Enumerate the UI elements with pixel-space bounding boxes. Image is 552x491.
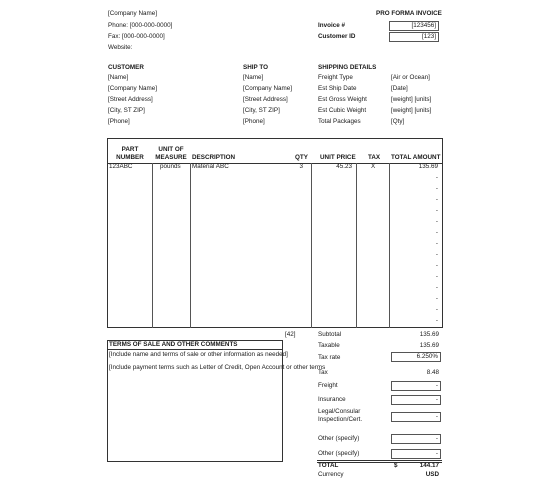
- customer-id-field[interactable]: [123]: [389, 32, 439, 42]
- terms-box: [107, 340, 283, 462]
- tax-value: 8.48: [426, 369, 439, 376]
- currency-label: Currency: [318, 471, 344, 478]
- empty-row-total: -: [435, 185, 438, 192]
- col-header-description: DESCRIPTION: [192, 154, 236, 161]
- ship-to-heading: SHIP TO: [243, 64, 268, 71]
- shipping-value-total-packages: [Qty]: [391, 118, 405, 125]
- insurance-label: Insurance: [318, 396, 346, 403]
- freight-label: Freight: [318, 382, 338, 389]
- terms-line-1[interactable]: [Include name and terms of sale or other information as needed]: [109, 351, 288, 358]
- empty-row-total: -: [435, 196, 438, 203]
- col-header-tax: TAX: [368, 154, 381, 161]
- shipping-value-freight-type: [Air or Ocean]: [391, 74, 430, 81]
- col-header-part: NUMBER: [116, 154, 144, 161]
- company-phone: Phone: [000-000-0000]: [108, 22, 173, 29]
- row-uom[interactable]: pounds: [160, 163, 181, 170]
- other-1-label: Other (specify): [318, 435, 360, 442]
- terms-heading: TERMS OF SALE AND OTHER COMMENTS: [109, 341, 238, 348]
- column-divider: [389, 163, 390, 328]
- row-description[interactable]: Material ABC: [192, 163, 229, 170]
- shipping-label-total-packages: Total Packages: [318, 118, 361, 125]
- currency-symbol: $: [394, 462, 398, 469]
- items-header-divider: [107, 163, 443, 164]
- row-count-marker: [42]: [285, 331, 296, 338]
- shipping-value-cubic-weight: [weight] [units]: [391, 107, 432, 114]
- shipping-value-ship-date: [Date]: [391, 85, 408, 92]
- col-header-unit-price: UNIT PRICE: [320, 154, 356, 161]
- subtotal-value: 135.69: [419, 331, 439, 338]
- empty-row-total: -: [435, 262, 438, 269]
- items-table: [107, 138, 443, 328]
- insurance-field[interactable]: -: [391, 395, 441, 405]
- empty-row-total: -: [435, 284, 438, 291]
- row-part-number[interactable]: 123ABC: [109, 163, 133, 170]
- column-divider: [311, 163, 312, 328]
- empty-row-total: -: [435, 207, 438, 214]
- col-header-total: TOTAL AMOUNT: [391, 154, 441, 161]
- shipping-value-gross-weight: [weight] [units]: [391, 96, 432, 103]
- customer-company: [Company Name]: [108, 85, 157, 92]
- legal-field[interactable]: -: [391, 412, 441, 422]
- empty-row-total: -: [435, 295, 438, 302]
- ship-to-name: [Name]: [243, 74, 264, 81]
- ship-to-city: [City, ST ZIP]: [243, 107, 280, 114]
- customer-street: [Street Address]: [108, 96, 153, 103]
- shipping-label-gross-weight: Est Gross Weight: [318, 96, 367, 103]
- currency-value: USD: [425, 471, 439, 478]
- ship-to-company: [Company Name]: [243, 85, 292, 92]
- shipping-label-cubic-weight: Est Cubic Weight: [318, 107, 367, 114]
- legal-label: Inspection/Cert.: [318, 416, 363, 423]
- taxable-value: 135.69: [419, 342, 439, 349]
- customer-heading: CUSTOMER: [108, 64, 144, 71]
- empty-row-total: -: [435, 251, 438, 258]
- terms-line-2[interactable]: [Include payment terms such as Letter of Credit, Open Account or other terms: [109, 364, 326, 371]
- empty-row-total: -: [435, 174, 438, 181]
- other-2-label: Other (specify): [318, 450, 360, 457]
- total-value: 144.17: [419, 462, 439, 469]
- column-divider: [190, 163, 191, 328]
- freight-field[interactable]: -: [391, 381, 441, 391]
- tax-label: Tax: [318, 369, 328, 376]
- terms-divider: [107, 349, 283, 350]
- column-divider: [152, 163, 153, 328]
- row-unit-price[interactable]: 45.23: [336, 163, 352, 170]
- empty-row-total: -: [435, 306, 438, 313]
- empty-row-total: -: [435, 240, 438, 247]
- customer-phone: [Phone]: [108, 118, 130, 125]
- empty-row-total: -: [435, 273, 438, 280]
- col-header-uom: MEASURE: [155, 154, 187, 161]
- shipping-label-freight-type: Freight Type: [318, 74, 353, 81]
- total-label: TOTAL: [318, 462, 339, 469]
- total-divider: [317, 460, 442, 461]
- col-header-qty: QTY: [295, 154, 308, 161]
- customer-city: [City, ST ZIP]: [108, 107, 145, 114]
- row-tax[interactable]: X: [371, 163, 376, 170]
- shipping-label-ship-date: Est Ship Date: [318, 85, 357, 92]
- invoice-title: PRO FORMA INVOICE: [376, 10, 442, 17]
- empty-row-total: -: [435, 317, 438, 324]
- col-header-uom: UNIT OF: [158, 146, 184, 153]
- other-1-field[interactable]: -: [391, 434, 441, 444]
- company-website: Website:: [108, 44, 133, 51]
- invoice-number-label: Invoice #: [318, 22, 345, 29]
- customer-name: [Name]: [108, 74, 129, 81]
- legal-label: Legal/Consular: [318, 408, 361, 415]
- empty-row-total: -: [435, 229, 438, 236]
- company-fax: Fax: [000-000-0000]: [108, 33, 165, 40]
- ship-to-street: [Street Address]: [243, 96, 288, 103]
- other-2-field[interactable]: -: [391, 449, 441, 459]
- invoice-number-field[interactable]: [123456]: [389, 21, 439, 31]
- empty-row-total: -: [435, 218, 438, 225]
- col-header-part: PART: [121, 146, 139, 153]
- row-total: 135.69: [418, 163, 438, 170]
- tax-rate-field[interactable]: 6.250%: [391, 352, 441, 362]
- taxable-label: Taxable: [318, 342, 340, 349]
- row-qty[interactable]: 3: [299, 163, 303, 170]
- subtotal-label: Subtotal: [318, 331, 342, 338]
- customer-id-label: Customer ID: [318, 33, 356, 40]
- ship-to-phone: [Phone]: [243, 118, 265, 125]
- company-name: [Company Name]: [108, 10, 157, 17]
- column-divider: [356, 163, 357, 328]
- tax-rate-label: Tax rate: [318, 354, 341, 361]
- shipping-heading: SHIPPING DETAILS: [318, 64, 377, 71]
